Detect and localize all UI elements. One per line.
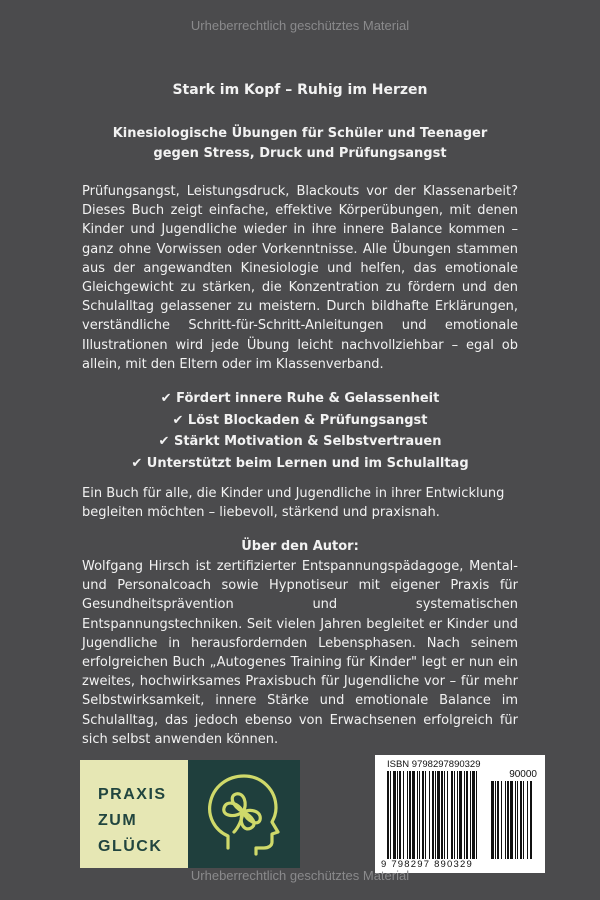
copyright-watermark-top: Urheberrechtlich geschütztes Material (190, 18, 410, 33)
author-heading: Über den Autor: (241, 539, 359, 554)
subtitle-line-2: gegen Stress, Druck und Prüfungsangst (153, 146, 447, 161)
benefit-item: ✔ Unterstützt beim Lernen und im Schulalltag (131, 455, 469, 471)
barcode-bars (387, 771, 535, 859)
benefit-item: ✔ Fördert innere Ruhe & Gelassenheit (160, 391, 440, 406)
isbn-barcode (375, 755, 545, 873)
benefit-item: ✔ Löst Blockaden & Prüfungsangst (172, 412, 428, 428)
logo-text-panel (80, 760, 188, 868)
isbn-digits: 9 798297 890329 (381, 859, 473, 870)
author-bio: Wolfgang Hirsch ist zertifizierter Entspannungspädagoge, Mental- und Personalcoach sowie Hypnotiseur mit eigener Praxis für Gesundheitsprävention und systematischen Entspannungstechniken. Seit vielen Jahren begleitet er Kinder und Jugendliche in herausfordernden Lebensphasen. Nach seinem erfolgreichen Buch „Autogenes Training für Kinder" legt er nun ein zweites, hochwirksames Praxisbuch für Jugendliche vor – für mehr Selbstwirksamkeit, innere Stärke und emotionale Balance im Schulalltag, das jedoch ebenso von Erwachsenen erfolgreich für sich selbst anwenden können. (82, 559, 518, 747)
price-code: 90000 (509, 769, 537, 780)
book-subtitle (0, 124, 600, 164)
logo-wordmark: PRAXIS ZUM GLÜCK (98, 786, 167, 855)
publisher-logo (80, 760, 300, 868)
copyright-watermark-bottom: Urheberrechtlich geschütztes Material (190, 868, 410, 883)
isbn-label: ISBN 9798297890329 (387, 759, 481, 770)
intro-paragraph: Prüfungsangst, Leistungsdruck, Blackouts vor der Klassenarbeit? Dieses Buch zeigt einfache, effektive Körperübungen, mit denen Kinder und Jugendliche wieder in ihre innere Balance kommen – ganz ohne Vorwissen oder Vorkenntnisse. Alle Übungen stammen aus der angewandten Kinesiologie und helfen, das emotionale Gleichgewicht zu stärken, die Konzentration zu fördern und den Schulalltag gelassener zu meistern. Durch bildhafte Erklärungen, verständliche Schritt-für-Schritt-Anleitungen und emotionale Illustrationen wird jede Übung leicht nachvollziehbar – egal ob allein, mit den Eltern oder im Klassenverband. (82, 184, 518, 372)
benefits-list (0, 388, 600, 474)
audience-paragraph: Ein Buch für alle, die Kinder und Jugendliche in ihrer Entwicklung begleiten möchten – liebevoll, stärkend und praxisnah. (82, 486, 505, 521)
head-with-clover-icon (188, 760, 300, 868)
subtitle-line-1: Kinesiologische Übungen für Schüler und Teenager (112, 126, 488, 141)
benefit-item: ✔ Stärkt Motivation & Selbstvertrauen (158, 434, 442, 449)
book-title: Stark im Kopf – Ruhig im Herzen (172, 82, 428, 98)
logo-icon-panel (188, 760, 300, 868)
